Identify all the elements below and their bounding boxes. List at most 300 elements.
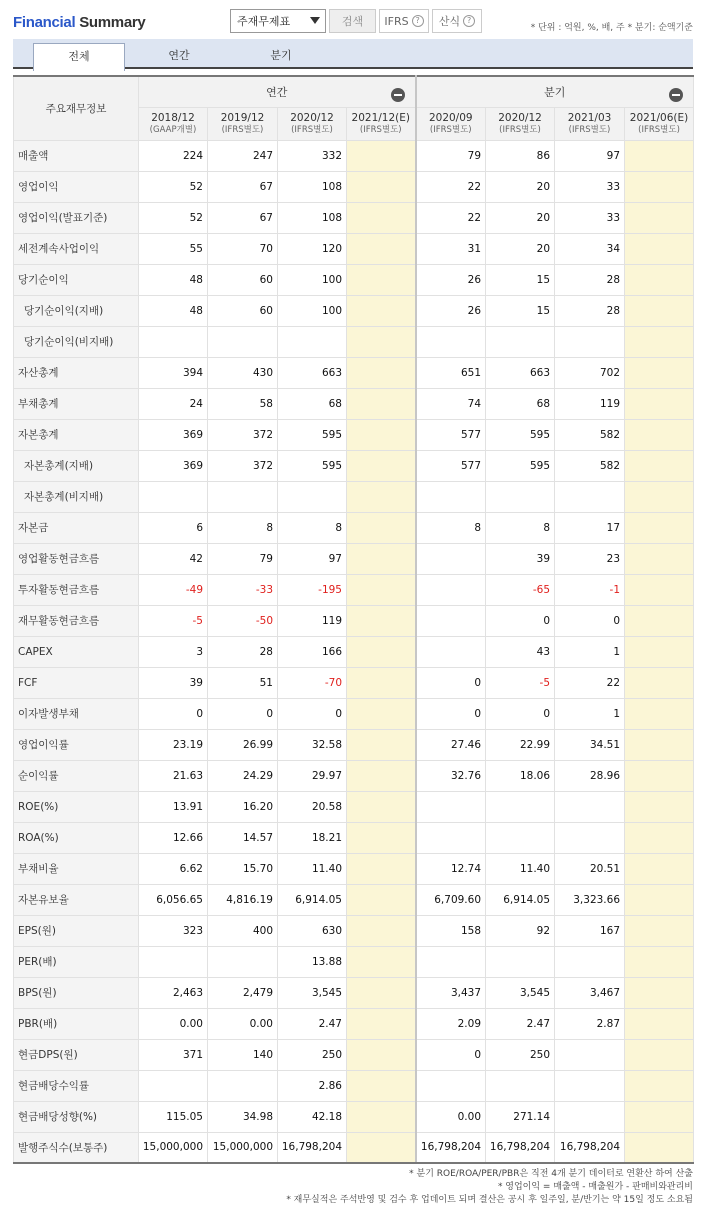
table-cell: 6 <box>139 512 208 543</box>
table-cell <box>416 605 486 636</box>
row-label: BPS(원) <box>14 977 139 1008</box>
table-cell: 0.00 <box>139 1008 208 1039</box>
table-cell: 23.19 <box>139 729 208 760</box>
row-label: 세전계속사업이익 <box>14 233 139 264</box>
table-cell: 32.58 <box>278 729 347 760</box>
column-basis: (IFRS별도) <box>499 124 541 135</box>
table-cell: 12.74 <box>416 853 486 884</box>
table-cell: 21.63 <box>139 760 208 791</box>
table-cell: 271.14 <box>486 1101 555 1132</box>
table-cell: 70 <box>208 233 278 264</box>
row-label: 자본총계 <box>14 419 139 450</box>
formula-help-button[interactable] <box>432 9 482 33</box>
table-cell: 2.47 <box>278 1008 347 1039</box>
row-label: FCF <box>14 667 139 698</box>
table-cell <box>347 388 416 419</box>
column-header <box>278 107 347 140</box>
table-cell: 33 <box>555 171 625 202</box>
table-cell <box>208 1070 278 1101</box>
financial-summary-table <box>13 75 694 1164</box>
tab-all[interactable]: 전체 <box>33 43 125 71</box>
column-period: 2021/12(E) <box>351 111 410 124</box>
table-cell: 28.96 <box>555 760 625 791</box>
table-cell <box>347 574 416 605</box>
table-cell: 100 <box>278 264 347 295</box>
table-cell <box>625 202 694 233</box>
table-cell: 34.98 <box>208 1101 278 1132</box>
table-cell: 79 <box>416 140 486 171</box>
unit-note: * 단위 : 억원, %, 배, 주 * 분기: 순액기준 <box>530 23 693 33</box>
table-row <box>14 915 694 946</box>
table-row <box>14 512 694 543</box>
table-cell: 24 <box>139 388 208 419</box>
row-label: 부채총계 <box>14 388 139 419</box>
table-cell: 14.57 <box>208 822 278 853</box>
table-cell: 16,798,204 <box>486 1132 555 1163</box>
column-period: 2020/12 <box>290 111 334 124</box>
table-cell: 582 <box>555 419 625 450</box>
table-cell: 166 <box>278 636 347 667</box>
column-basis: (IFRS별도) <box>429 124 472 135</box>
column-header <box>139 107 208 140</box>
table-cell: 68 <box>486 388 555 419</box>
table-cell <box>347 791 416 822</box>
column-basis: (IFRS별도) <box>638 124 680 135</box>
table-cell: 3 <box>139 636 208 667</box>
row-label: 투자활동현금흐름 <box>14 574 139 605</box>
table-cell: 16,798,204 <box>416 1132 486 1163</box>
table-row <box>14 760 694 791</box>
row-label: CAPEX <box>14 636 139 667</box>
table-cell: 8 <box>278 512 347 543</box>
table-cell: 372 <box>208 419 278 450</box>
table-cell <box>486 946 555 977</box>
table-cell <box>139 481 208 512</box>
table-cell: 33 <box>555 202 625 233</box>
table-cell: 15.70 <box>208 853 278 884</box>
table-cell: 0 <box>486 605 555 636</box>
table-cell: 0 <box>486 698 555 729</box>
table-cell: 17 <box>555 512 625 543</box>
table-cell: 369 <box>139 450 208 481</box>
table-cell: 595 <box>486 450 555 481</box>
table-cell <box>416 574 486 605</box>
table-cell <box>347 543 416 574</box>
table-row <box>14 1070 694 1101</box>
table-cell <box>625 171 694 202</box>
table-cell <box>625 450 694 481</box>
table-cell <box>416 636 486 667</box>
table-cell: 115.05 <box>139 1101 208 1132</box>
table-cell: 6.62 <box>139 853 208 884</box>
table-cell: 15 <box>486 264 555 295</box>
table-cell <box>347 822 416 853</box>
tab-annual[interactable]: 연간 <box>168 49 190 62</box>
table-cell <box>625 946 694 977</box>
table-cell: 250 <box>486 1039 555 1070</box>
chevron-down-icon <box>310 17 320 24</box>
table-cell <box>347 1132 416 1163</box>
table-cell: 3,545 <box>486 977 555 1008</box>
column-header <box>208 107 278 140</box>
table-cell: 34.51 <box>555 729 625 760</box>
table-cell <box>555 326 625 357</box>
table-cell <box>347 1070 416 1101</box>
collapse-quarter-icon[interactable] <box>669 88 683 102</box>
quarter-group-label: 분기 <box>544 85 566 99</box>
table-cell <box>625 419 694 450</box>
table-cell <box>208 481 278 512</box>
row-label: 영업이익률 <box>14 729 139 760</box>
table-cell: 42.18 <box>278 1101 347 1132</box>
table-cell: 0 <box>416 667 486 698</box>
row-label: PER(배) <box>14 946 139 977</box>
table-cell <box>625 977 694 1008</box>
row-label: 영업이익(발표기준) <box>14 202 139 233</box>
table-cell: -195 <box>278 574 347 605</box>
table-cell <box>347 1039 416 1070</box>
table-cell: -50 <box>208 605 278 636</box>
table-cell <box>347 853 416 884</box>
table-cell: 0.00 <box>208 1008 278 1039</box>
footnote: * 재무실적은 주석반영 및 검수 후 업데이트 되며 결산은 공시 후 일주일, 분/반기는 약 15일 정도 소요됨 <box>286 1195 693 1205</box>
ifrs-label: IFRS <box>384 14 409 28</box>
table-cell <box>347 450 416 481</box>
table-cell: 18.06 <box>486 760 555 791</box>
table-cell: 18.21 <box>278 822 347 853</box>
quarter-group-header <box>416 76 694 107</box>
table-cell <box>347 667 416 698</box>
table-cell <box>208 946 278 977</box>
column-period: 2021/06(E) <box>629 111 689 124</box>
row-label: 자본총계(비지배) <box>14 481 139 512</box>
table-cell: 2.09 <box>416 1008 486 1039</box>
table-cell <box>625 326 694 357</box>
table-cell: 28 <box>555 264 625 295</box>
table-cell <box>347 233 416 264</box>
table-cell: 26 <box>416 295 486 326</box>
column-period: 2020/12 <box>498 111 542 124</box>
table-cell: 582 <box>555 450 625 481</box>
table-cell <box>555 1101 625 1132</box>
table-row <box>14 264 694 295</box>
table-cell <box>625 822 694 853</box>
column-period: 2018/12 <box>151 111 195 124</box>
table-cell <box>347 202 416 233</box>
table-cell: 20 <box>486 202 555 233</box>
table-cell: 6,056.65 <box>139 884 208 915</box>
table-cell <box>347 357 416 388</box>
table-cell: 20.58 <box>278 791 347 822</box>
table-row <box>14 419 694 450</box>
table-cell <box>347 760 416 791</box>
column-header <box>555 107 625 140</box>
column-basis: (IFRS별도) <box>568 124 611 135</box>
footnotes <box>286 1168 693 1207</box>
table-cell: 0 <box>278 698 347 729</box>
table-cell: 32.76 <box>416 760 486 791</box>
table-cell: 52 <box>139 202 208 233</box>
column-header <box>625 107 694 140</box>
tab-quarter[interactable]: 분기 <box>270 49 292 62</box>
table-cell: 6,709.60 <box>416 884 486 915</box>
table-cell: 11.40 <box>278 853 347 884</box>
table-cell <box>347 481 416 512</box>
table-cell <box>139 326 208 357</box>
table-cell: 630 <box>278 915 347 946</box>
column-basis: (IFRS별도) <box>221 124 264 135</box>
table-cell <box>625 295 694 326</box>
table-cell: 34 <box>555 233 625 264</box>
table-cell: 119 <box>278 605 347 636</box>
row-label: 영업활동현금흐름 <box>14 543 139 574</box>
table-cell <box>486 822 555 853</box>
table-cell <box>486 1070 555 1101</box>
table-row <box>14 884 694 915</box>
row-label: 당기순이익(비지배) <box>14 326 139 357</box>
table-cell: 250 <box>278 1039 347 1070</box>
row-label: 현금DPS(원) <box>14 1039 139 1070</box>
table-row <box>14 574 694 605</box>
table-cell <box>416 481 486 512</box>
row-label: 자본금 <box>14 512 139 543</box>
table-cell: 16,798,204 <box>278 1132 347 1163</box>
table-cell <box>347 698 416 729</box>
table-row <box>14 822 694 853</box>
table-row <box>14 450 694 481</box>
table-cell <box>555 1070 625 1101</box>
table-cell <box>347 512 416 543</box>
annual-group-header <box>139 76 416 107</box>
table-cell <box>625 760 694 791</box>
table-cell: 595 <box>278 419 347 450</box>
column-basis: (IFRS별도) <box>291 124 333 135</box>
table-cell: 48 <box>139 264 208 295</box>
table-cell <box>278 481 347 512</box>
table-cell <box>139 1070 208 1101</box>
table-cell <box>625 543 694 574</box>
column-period: 2021/03 <box>567 111 612 124</box>
table-cell <box>625 512 694 543</box>
table-cell: 27.46 <box>416 729 486 760</box>
formula-label: 산식 <box>438 15 461 28</box>
table-cell <box>347 729 416 760</box>
column-header <box>347 107 416 140</box>
table-cell <box>347 946 416 977</box>
table-cell: 3,437 <box>416 977 486 1008</box>
table-cell <box>347 915 416 946</box>
table-cell: 31 <box>416 233 486 264</box>
table-cell: 100 <box>278 295 347 326</box>
row-label: ROA(%) <box>14 822 139 853</box>
table-cell: 86 <box>486 140 555 171</box>
annual-group-label: 연간 <box>266 85 288 99</box>
table-cell <box>347 419 416 450</box>
table-cell: 1 <box>555 698 625 729</box>
table-cell: 2,479 <box>208 977 278 1008</box>
table-cell: 79 <box>208 543 278 574</box>
table-row <box>14 171 694 202</box>
table-cell: 0.00 <box>416 1101 486 1132</box>
table-cell: 8 <box>416 512 486 543</box>
table-cell: 6,914.05 <box>278 884 347 915</box>
table-cell: 577 <box>416 450 486 481</box>
table-cell <box>625 1039 694 1070</box>
table-row <box>14 543 694 574</box>
column-basis: (IFRS별도) <box>359 124 402 135</box>
column-period: 2020/09 <box>428 111 473 124</box>
table-cell: 22 <box>416 202 486 233</box>
table-cell: 22.99 <box>486 729 555 760</box>
table-cell: 60 <box>208 295 278 326</box>
table-row <box>14 140 694 171</box>
table-cell: 394 <box>139 357 208 388</box>
table-cell: 120 <box>278 233 347 264</box>
table-cell <box>347 605 416 636</box>
table-cell: 702 <box>555 357 625 388</box>
row-label: 당기순이익(지배) <box>14 295 139 326</box>
table-cell: 2.47 <box>486 1008 555 1039</box>
table-cell <box>416 326 486 357</box>
table-cell: -5 <box>486 667 555 698</box>
table-cell: 577 <box>416 419 486 450</box>
table-cell: 0 <box>208 698 278 729</box>
table-cell: 400 <box>208 915 278 946</box>
table-row <box>14 946 694 977</box>
table-row <box>14 295 694 326</box>
table-cell <box>625 884 694 915</box>
table-cell: 247 <box>208 140 278 171</box>
table-cell: 12.66 <box>139 822 208 853</box>
statement-type-select[interactable] <box>230 9 326 33</box>
table-row <box>14 1132 694 1163</box>
table-cell: 2.87 <box>555 1008 625 1039</box>
table-cell <box>416 822 486 853</box>
row-label: PBR(배) <box>14 1008 139 1039</box>
table-row <box>14 357 694 388</box>
question-icon: ? <box>412 15 424 27</box>
table-cell <box>625 1008 694 1039</box>
table-cell: 595 <box>278 450 347 481</box>
table-cell: 2.86 <box>278 1070 347 1101</box>
table-row <box>14 605 694 636</box>
row-label: EPS(원) <box>14 915 139 946</box>
table-cell: 60 <box>208 264 278 295</box>
table-cell <box>625 791 694 822</box>
table-cell: 39 <box>139 667 208 698</box>
table-cell: 119 <box>555 388 625 419</box>
table-cell <box>347 636 416 667</box>
footnote: * 영업이익 = 매출액 - 매출원가 - 판매비와관리비 <box>497 1182 693 1192</box>
table-cell: 20 <box>486 171 555 202</box>
table-cell: 651 <box>416 357 486 388</box>
row-label: 자산총계 <box>14 357 139 388</box>
table-cell <box>625 853 694 884</box>
table-cell: 13.91 <box>139 791 208 822</box>
table-cell <box>555 822 625 853</box>
table-cell: 323 <box>139 915 208 946</box>
table-row <box>14 636 694 667</box>
table-cell: -5 <box>139 605 208 636</box>
table-cell: 13.88 <box>278 946 347 977</box>
row-label: ROE(%) <box>14 791 139 822</box>
row-label: 이자발생부채 <box>14 698 139 729</box>
table-cell <box>416 791 486 822</box>
table-row <box>14 791 694 822</box>
row-label: 매출액 <box>14 140 139 171</box>
table-cell <box>347 1008 416 1039</box>
row-label: 당기순이익 <box>14 264 139 295</box>
row-label: 자본유보율 <box>14 884 139 915</box>
table-row <box>14 1039 694 1070</box>
table-cell <box>625 1070 694 1101</box>
table-cell: 3,323.66 <box>555 884 625 915</box>
table-cell <box>625 698 694 729</box>
table-cell: 52 <box>139 171 208 202</box>
table-cell: 28 <box>555 295 625 326</box>
table-cell <box>625 574 694 605</box>
search-button[interactable]: 검색 <box>329 9 376 33</box>
table-cell <box>486 791 555 822</box>
table-cell <box>625 388 694 419</box>
table-cell <box>555 946 625 977</box>
row-label: 자본총계(지배) <box>14 450 139 481</box>
table-cell <box>625 915 694 946</box>
table-cell <box>625 264 694 295</box>
table-cell: -33 <box>208 574 278 605</box>
table-cell: 97 <box>278 543 347 574</box>
table-cell <box>278 326 347 357</box>
table-cell <box>625 1132 694 1163</box>
table-cell: 371 <box>139 1039 208 1070</box>
table-row <box>14 481 694 512</box>
ifrs-help-button[interactable] <box>379 9 429 33</box>
table-cell: 3,467 <box>555 977 625 1008</box>
table-cell: 11.40 <box>486 853 555 884</box>
collapse-annual-icon[interactable] <box>391 88 405 102</box>
table-cell <box>347 326 416 357</box>
table-cell <box>486 326 555 357</box>
table-cell <box>625 667 694 698</box>
table-cell <box>555 791 625 822</box>
table-cell: 0 <box>555 605 625 636</box>
table-cell <box>625 605 694 636</box>
table-row <box>14 698 694 729</box>
table-row <box>14 233 694 264</box>
table-cell: 595 <box>486 419 555 450</box>
table-cell: 332 <box>278 140 347 171</box>
table-cell: 372 <box>208 450 278 481</box>
table-cell: 29.97 <box>278 760 347 791</box>
table-cell <box>347 171 416 202</box>
table-cell: 15,000,000 <box>139 1132 208 1163</box>
column-header <box>416 107 486 140</box>
table-cell <box>347 1101 416 1132</box>
table-cell: 6,914.05 <box>486 884 555 915</box>
table-row <box>14 326 694 357</box>
column-period: 2019/12 <box>220 111 265 124</box>
table-cell: 74 <box>416 388 486 419</box>
table-cell: 4,816.19 <box>208 884 278 915</box>
table-cell: 15 <box>486 295 555 326</box>
table-cell: 167 <box>555 915 625 946</box>
table-cell: 24.29 <box>208 760 278 791</box>
table-cell: 0 <box>139 698 208 729</box>
table-cell: -49 <box>139 574 208 605</box>
table-cell: 22 <box>555 667 625 698</box>
table-cell <box>625 481 694 512</box>
table-cell <box>347 884 416 915</box>
